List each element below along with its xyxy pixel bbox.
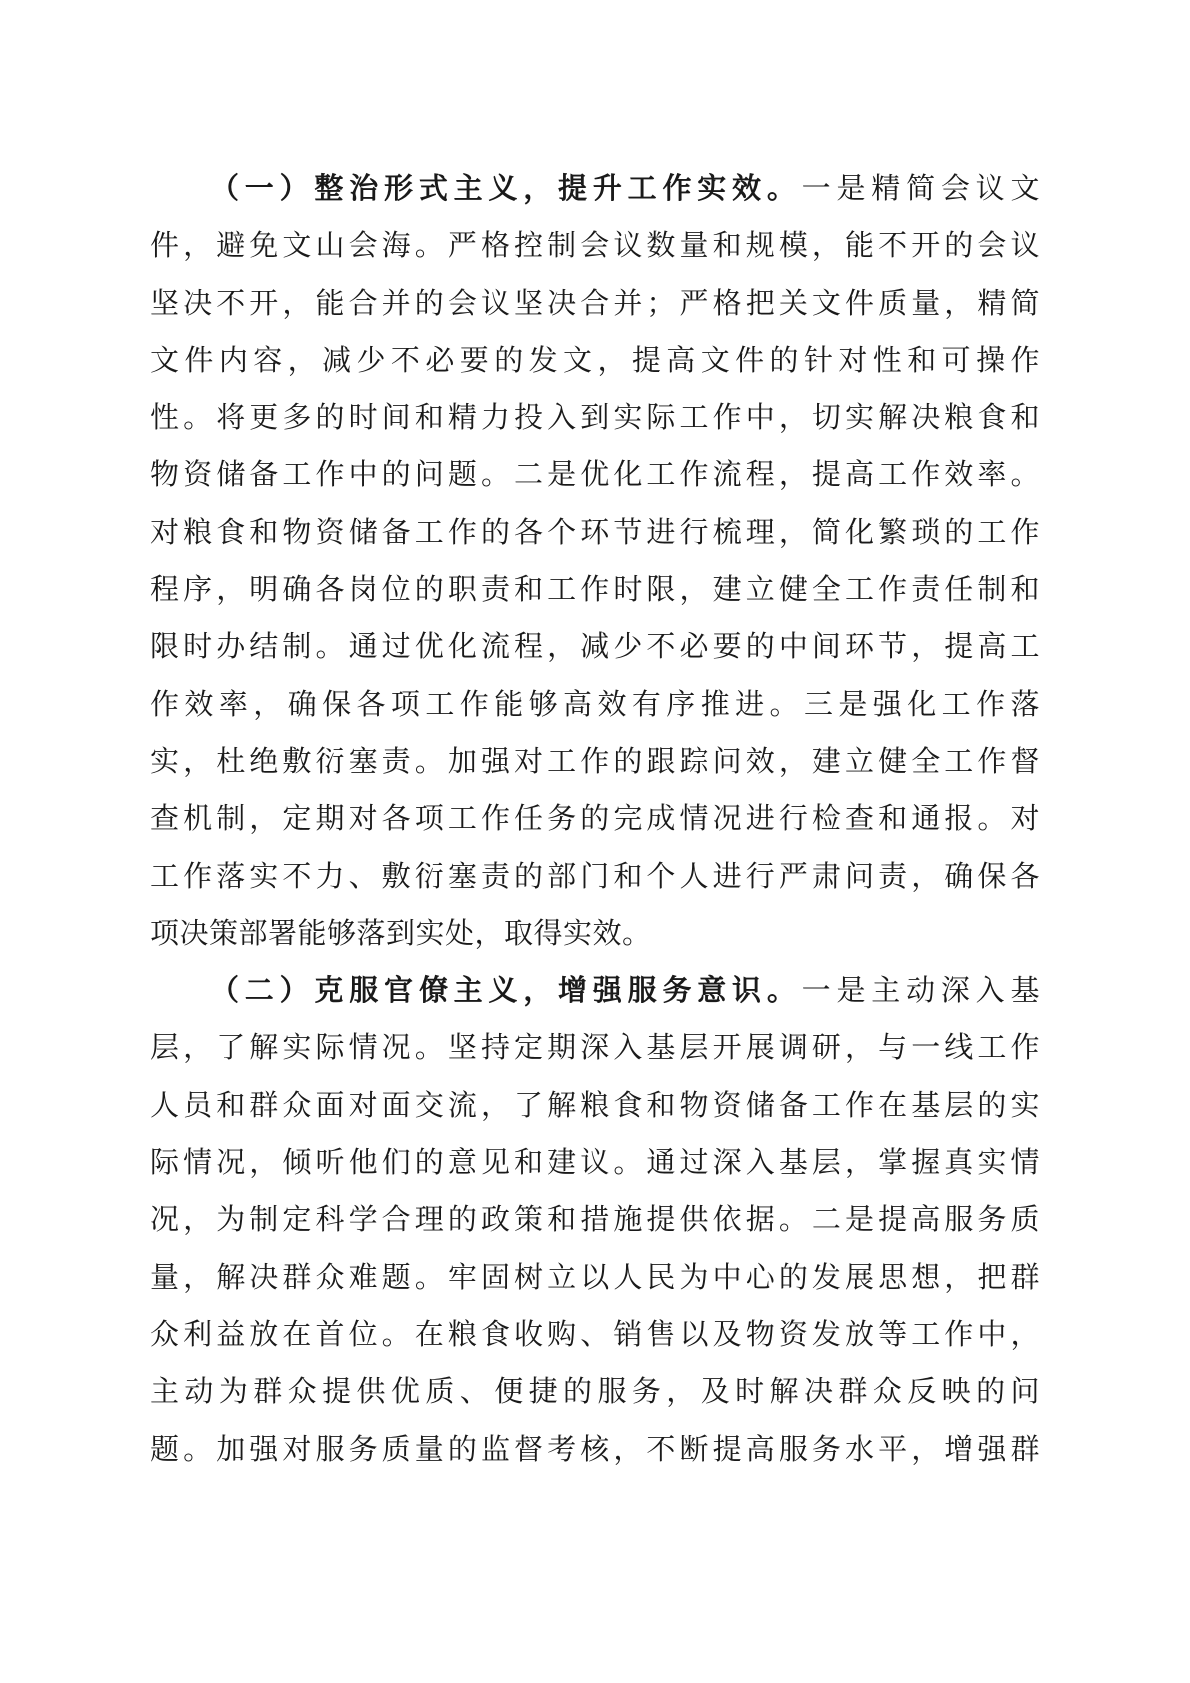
paragraph-line: 工作落实不力、敷衍塞责的部门和个人进行严肃问责，确保各 xyxy=(150,858,1040,893)
paragraph-line: 量，解决群众难题。牢固树立以人民为中心的发展思想，把群 xyxy=(150,1259,1040,1294)
paragraph-line: 件，避免文山会海。严格控制会议数量和规模，能不开的会议 xyxy=(150,228,1040,263)
paragraph-line: 层，了解实际情况。坚持定期深入基层开展调研，与一线工作 xyxy=(150,1030,1040,1065)
paragraph-line xyxy=(150,160,1040,217)
paragraph-line: 人员和群众面对面交流，了解粮食和物资储备工作在基层的实 xyxy=(150,1087,1040,1122)
section-heading: （二）克服官僚主义，增强服务意识。 xyxy=(210,973,802,1008)
paragraph-line: 况，为制定科学合理的政策和措施提供依据。二是提高服务质 xyxy=(150,1202,1040,1237)
paragraph-line: 物资储备工作中的问题。二是优化工作流程，提高工作效率。 xyxy=(150,457,1040,492)
paragraph-line: 实，杜绝敷衍塞责。加强对工作的跟踪问效，建立健全工作督 xyxy=(150,743,1040,778)
paragraph-line: 性。将更多的时间和精力投入到实际工作中，切实解决粮食和 xyxy=(150,400,1040,435)
paragraph-line: 程序，明确各岗位的职责和工作时限，建立健全工作责任制和 xyxy=(150,572,1040,607)
paragraph-line: 坚决不开，能合并的会议坚决合并；严格把关文件质量，精简 xyxy=(150,285,1040,320)
document-page xyxy=(150,160,1040,1478)
paragraph-text: 一是主动深入基 xyxy=(801,973,1040,1008)
paragraph-line: 题。加强对服务质量的监督考核，不断提高服务水平，增强群 xyxy=(150,1431,1040,1466)
paragraph-line: 众利益放在首位。在粮食收购、销售以及物资发放等工作中， xyxy=(150,1316,1040,1351)
paragraph-line: 主动为群众提供优质、便捷的服务，及时解决群众反映的问 xyxy=(150,1374,1040,1409)
paragraph-2 xyxy=(150,962,1040,1478)
paragraph-line: 项决策部署能够落到实处，取得实效。 xyxy=(150,915,652,950)
paragraph-line: 际情况，倾听他们的意见和建议。通过深入基层，掌握真实情 xyxy=(150,1145,1040,1180)
section-heading: （一）整治形式主义，提升工作实效。 xyxy=(210,171,802,205)
paragraph-line: 作效率，确保各项工作能够高效有序推进。三是强化工作落 xyxy=(150,686,1040,721)
paragraph-line xyxy=(150,962,1040,1019)
paragraph-line: 对粮食和物资储备工作的各个环节进行梳理，简化繁琐的工作 xyxy=(150,514,1040,549)
paragraph-line: 查机制，定期对各项工作任务的完成情况进行检查和通报。对 xyxy=(150,801,1040,836)
paragraph-text: 一是精简会议文 xyxy=(801,171,1040,205)
paragraph-line: 文件内容，减少不必要的发文，提高文件的针对性和可操作 xyxy=(150,342,1040,377)
paragraph-1 xyxy=(150,160,1040,962)
paragraph-line: 限时办结制。通过优化流程，减少不必要的中间环节，提高工 xyxy=(150,629,1040,664)
